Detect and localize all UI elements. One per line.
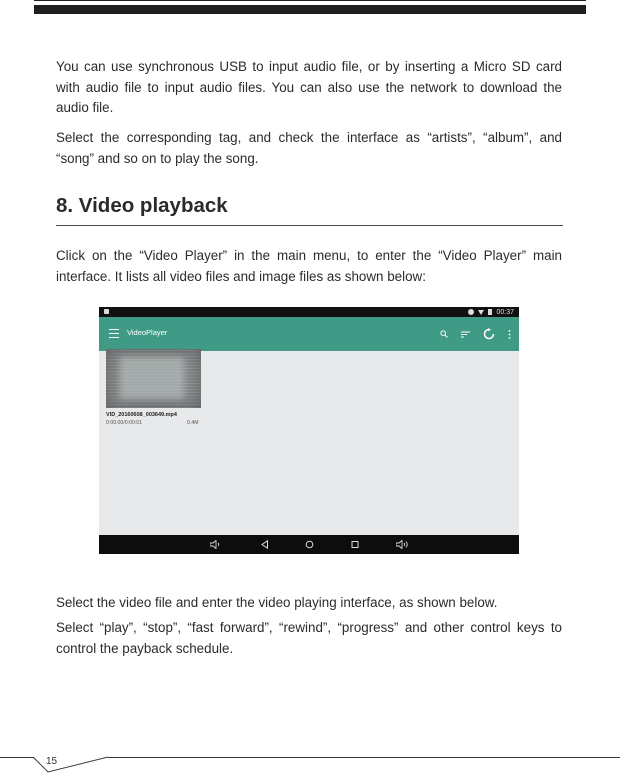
video-file-duration: 0:00:00/0:00:01 bbox=[106, 420, 143, 426]
section-heading: 8. Video playback bbox=[56, 194, 228, 217]
footer-rule-right bbox=[108, 757, 620, 758]
paragraph-audio-input: You can use synchronous USB to input audio file, or by inserting a Micro SD card with audio file to input audio files. You can also use the network to download the audio file. bbox=[56, 59, 562, 115]
status-bar bbox=[99, 307, 519, 317]
navigation-bar bbox=[99, 535, 519, 554]
menu-icon[interactable] bbox=[109, 329, 119, 338]
home-icon[interactable] bbox=[305, 540, 314, 549]
status-icons bbox=[468, 307, 514, 317]
page-number: 15 bbox=[46, 756, 58, 767]
paragraph-select-video: Select the video file and enter the video playing interface, as shown below. bbox=[56, 595, 498, 610]
volume-up-icon[interactable] bbox=[396, 540, 409, 549]
wifi-icon bbox=[478, 310, 484, 315]
video-thumbnail[interactable] bbox=[106, 349, 201, 408]
search-icon[interactable] bbox=[440, 330, 448, 338]
header-rule-thin bbox=[34, 0, 586, 1]
heading-underline bbox=[56, 225, 563, 226]
dnd-icon bbox=[468, 309, 474, 315]
battery-icon bbox=[488, 309, 492, 315]
app-bar bbox=[99, 317, 519, 351]
video-file-size: 0.4M bbox=[187, 420, 199, 426]
video-player-screenshot bbox=[99, 307, 519, 554]
app-title: VideoPlayer bbox=[127, 328, 168, 337]
paragraph-select-tag: Select the corresponding tag, and check the interface as “artists”, “album”, and “song” and so on to play the song. bbox=[56, 130, 562, 166]
header-bar bbox=[34, 5, 586, 14]
recents-icon[interactable] bbox=[351, 540, 359, 549]
status-time: 00:37 bbox=[496, 308, 514, 316]
refresh-icon[interactable] bbox=[483, 328, 495, 340]
footer-rule-left bbox=[0, 757, 33, 758]
sort-icon[interactable] bbox=[461, 331, 470, 338]
toolbar-actions bbox=[440, 325, 511, 343]
video-file-name: VID_20160608_003649.mp4 bbox=[106, 412, 177, 418]
volume-down-icon[interactable] bbox=[210, 540, 222, 549]
back-icon[interactable] bbox=[261, 540, 269, 549]
paragraph-video-player-intro: Click on the “Video Player” in the main menu, to enter the “Video Player” main interface. It lists all video files and image files as shown below: bbox=[56, 248, 562, 284]
more-vert-icon[interactable] bbox=[508, 330, 511, 339]
notification-icon bbox=[104, 309, 109, 314]
paragraph-control-keys: Select “play”, “stop”, “fast forward”, “rewind”, “progress” and other control keys to control the payback schedule. bbox=[56, 620, 562, 656]
